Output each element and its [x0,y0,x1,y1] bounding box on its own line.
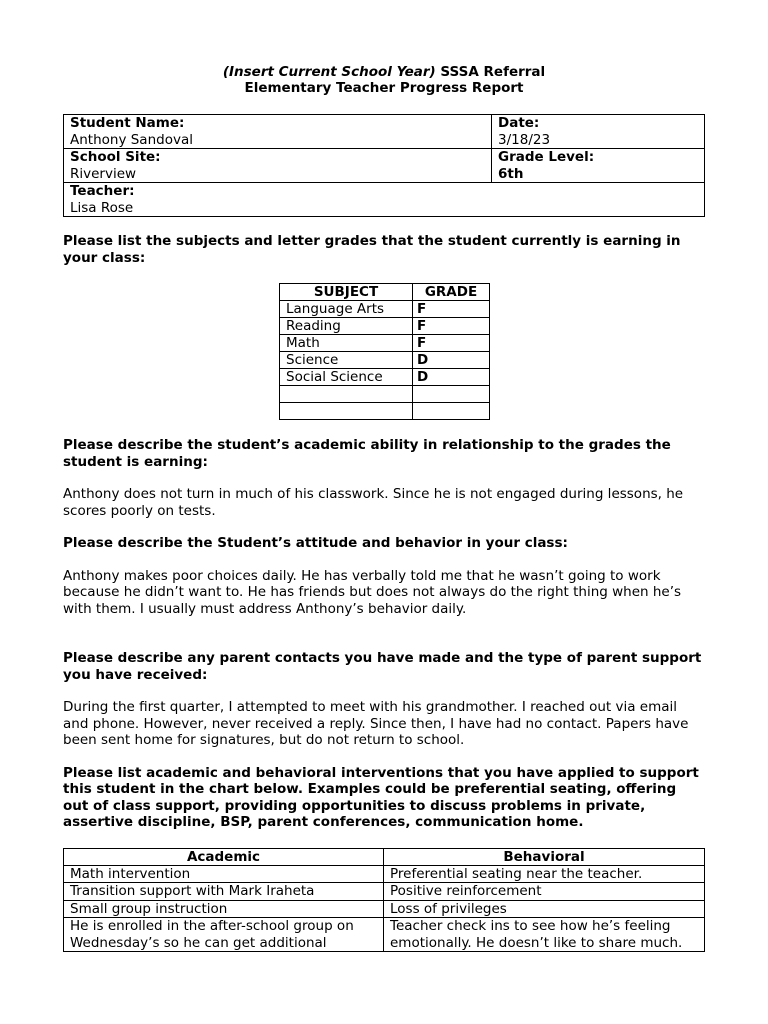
grade-cell [413,403,490,420]
parent-question: Please describe any parent contacts you have made and the type of parent support you have received: [63,650,702,683]
student-name-value: Anthony Sandoval [70,131,193,148]
student-name-cell [64,115,492,149]
grade-cell: F [413,318,490,335]
ability-question: Please describe the student’s academic ability in relationship to the grades the student is earning: [63,437,671,470]
intervention-row [64,900,705,918]
intervention-row [64,883,705,901]
behavioral-cell: Preferential seating near the teacher. [384,865,705,883]
intervention-row [64,918,705,952]
grade-row [280,301,490,318]
interventions-question: Please list academic and behavioral interventions that you have applied to support this student in the chart below. Examples could be preferential seating, offering out of class support, providing opportunities to discuss problems in private, assertive discipline, BSP, parent conferences, communication home. [63,764,699,830]
subject-cell: Language Arts [280,301,413,318]
subject-cell: Social Science [280,369,413,386]
intervention-row [64,865,705,883]
academic-cell: Math intervention [64,865,384,883]
school-site-label: School Site: [70,149,161,165]
interventions-table [63,848,705,953]
behavioral-cell: Teacher check ins to see how he’s feeling emotionally. He doesn’t like to share much. [384,918,705,952]
grades-question: Please list the subjects and letter grades that the student currently is earning in your class: [63,233,681,266]
student-info-table [63,114,705,217]
parent-answer: During the first quarter, I attempted to meet with his grandmother. I reached out via email and phone. However, never received a reply. Since then, I have had no contact. Papers have been sent home for signatures, but do not return to school. [63,699,689,748]
teacher-label: Teacher: [70,183,135,199]
subject-cell [280,386,413,403]
grade-cell: D [413,352,490,369]
grade-row [280,318,490,335]
title-referral: SSSA Referral [435,64,546,80]
subject-cell: Reading [280,318,413,335]
ability-answer: Anthony does not turn in much of his classwork. Since he is not engaged during lessons, he scores poorly on tests. [63,486,684,519]
school-site-cell [64,149,492,183]
date-label: Date: [498,115,540,131]
teacher-value: Lisa Rose [70,199,134,216]
behavioral-cell: Positive reinforcement [384,883,705,901]
subject-cell: Math [280,335,413,352]
date-value: 3/18/23 [498,131,551,148]
subject-cell: Science [280,352,413,369]
grade-cell: D [413,369,490,386]
grade-row [280,352,490,369]
grade-level-cell [492,149,705,183]
grade-cell: F [413,301,490,318]
title-school-year-placeholder: (Insert Current School Year) [222,64,436,80]
grade-row-empty [280,403,490,420]
subject-cell [280,403,413,420]
academic-cell: Transition support with Mark Iraheta [64,883,384,901]
academic-header: Academic [64,848,384,865]
report-subtitle: Elementary Teacher Progress Report [244,80,524,96]
attitude-question: Please describe the Student’s attitude and behavior in your class: [63,535,568,551]
subject-header: SUBJECT [280,284,413,301]
grade-row [280,369,490,386]
academic-cell: Small group instruction [64,900,384,918]
behavioral-cell: Loss of privileges [384,900,705,918]
grade-row [280,335,490,352]
student-name-label: Student Name: [70,115,185,131]
teacher-cell [64,183,705,217]
progress-report-page [63,64,705,952]
grade-header: GRADE [413,284,490,301]
attitude-answer: Anthony makes poor choices daily. He has verbally told me that he wasn’t going to work because he didn’t want to. He has friends but does not always do the right thing when he’s with them. I usually must address Anthony’s behavior daily. [63,567,682,617]
grade-level-label: Grade Level: [498,149,595,165]
grade-row-empty [280,386,490,403]
grades-table [279,283,490,420]
academic-cell: He is enrolled in the after-school group on Wednesday’s so he can get additional [64,918,384,952]
school-site-value: Riverview [70,165,137,182]
date-cell [492,115,705,149]
grade-level-value: 6th [498,165,524,182]
report-title [63,64,705,80]
behavioral-header: Behavioral [384,848,705,865]
grade-cell [413,386,490,403]
grade-cell: F [413,335,490,352]
